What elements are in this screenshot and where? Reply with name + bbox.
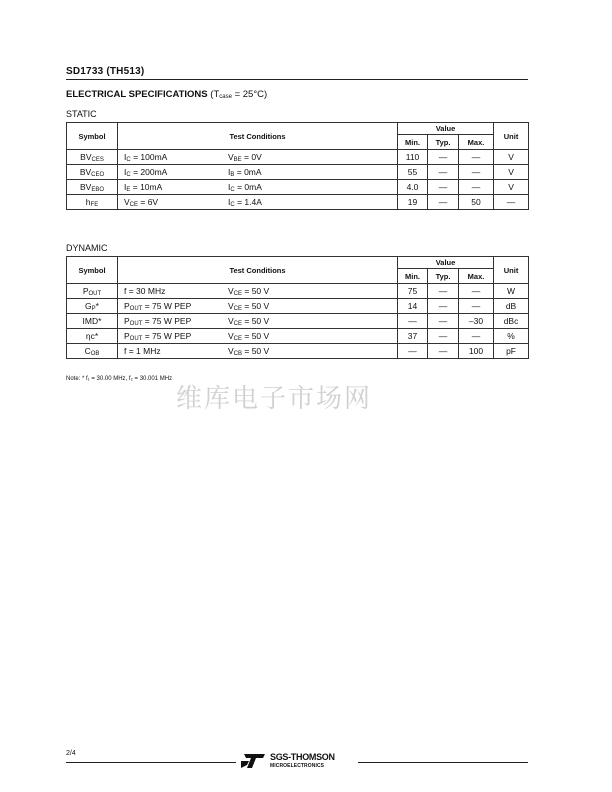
test-conditions-cell xyxy=(118,195,398,210)
condition-2-subscript: BE xyxy=(233,157,242,163)
condition-1 xyxy=(124,167,231,178)
condition-2-symbol: V xyxy=(228,331,234,341)
typ-header: Typ. xyxy=(428,135,459,150)
symbol-cell xyxy=(67,180,118,195)
symbol-subscript: OB xyxy=(90,351,100,357)
condition-1 xyxy=(124,286,228,296)
condition-1-symbol: V xyxy=(124,197,130,207)
condition-2-value: = 50 V xyxy=(242,346,270,356)
table-row xyxy=(67,299,529,314)
condition-2-value: = 0mA xyxy=(234,167,262,177)
unit-header: Unit xyxy=(494,123,529,150)
condition-1-symbol: P xyxy=(124,316,130,326)
condition-1-symbol: P xyxy=(124,301,130,311)
symbol-subscript: OUT xyxy=(88,291,102,297)
typ-cell: — xyxy=(428,299,459,314)
unit-cell: dBc xyxy=(494,314,529,329)
condition-1-subscript: OUT xyxy=(129,321,143,327)
table-row xyxy=(67,314,529,329)
test-conditions-cell xyxy=(118,165,398,180)
min-cell: — xyxy=(398,314,428,329)
symbol-text: G xyxy=(85,301,92,311)
condition-1-subscript: CE xyxy=(129,202,139,208)
table-row xyxy=(67,329,529,344)
condition-1-subscript: OUT xyxy=(129,336,143,342)
unit-cell: % xyxy=(494,329,529,344)
condition-2 xyxy=(228,301,269,311)
symbol-cell xyxy=(67,195,118,210)
condition-2-symbol: I xyxy=(228,167,231,177)
max-cell: — xyxy=(459,180,494,195)
condition-2-value: = 1.4A xyxy=(234,197,262,207)
static-label: STATIC xyxy=(66,109,97,119)
condition-2 xyxy=(228,331,269,341)
footer-rule-left xyxy=(66,762,236,763)
symbol-cell xyxy=(67,299,118,314)
test-conditions-cell xyxy=(118,329,398,344)
condition-2 xyxy=(228,316,269,326)
unit-cell: V xyxy=(494,150,529,165)
unit-cell: V xyxy=(494,180,529,195)
st-logo-icon xyxy=(240,753,266,769)
condition-2-value: = 50 V xyxy=(242,331,270,341)
condition-1-value: = 100mA xyxy=(130,152,168,162)
typ-cell: — xyxy=(428,150,459,165)
min-cell: 4.0 xyxy=(398,180,428,195)
unit-cell: dB xyxy=(494,299,529,314)
condition-1-value: = 75 W PEP xyxy=(142,331,192,341)
condition-2-subscript: CE xyxy=(233,291,243,297)
spec-condition: $(T_{case} = 25^\circ C)$ xyxy=(210,89,268,100)
table-row xyxy=(67,344,529,359)
min-header: Min. xyxy=(398,135,428,150)
condition-2-symbol: I xyxy=(228,182,231,192)
test-conditions-cell xyxy=(118,284,398,299)
condition-2-subscript: CB xyxy=(233,351,243,357)
part-title: SD1733 (TH513) xyxy=(66,66,145,77)
min-cell: 55 xyxy=(398,165,428,180)
condition-2-symbol: I xyxy=(228,197,231,207)
static-table xyxy=(66,122,529,210)
condition-1-value: = 75 W PEP xyxy=(142,301,192,311)
condition-1-subscript: E xyxy=(126,187,131,193)
condition-1 xyxy=(124,331,228,341)
condition-1-subscript: OUT xyxy=(129,306,143,312)
footer-rule-right xyxy=(358,762,528,763)
watermark: 维库电子市场网 xyxy=(176,384,373,414)
unit-header: Unit xyxy=(494,257,529,284)
condition-2-subscript: B xyxy=(230,172,235,178)
condition-2-value: = 50 V xyxy=(242,316,270,326)
condition-2 xyxy=(228,197,262,207)
condition-2-symbol: V xyxy=(228,316,234,326)
condition-1-symbol: f = 1 MHz xyxy=(124,346,161,356)
company-subtitle: MICROELECTRONICS xyxy=(270,763,325,769)
max-cell: 50 xyxy=(459,195,494,210)
table-row xyxy=(67,195,529,210)
condition-2-subscript: C xyxy=(230,187,235,193)
min-cell: 110 xyxy=(398,150,428,165)
header-rule xyxy=(66,79,528,80)
spec-title: ELECTRICAL SPECIFICATIONS xyxy=(66,89,208,100)
table-row xyxy=(67,180,529,195)
condition-2-value: = 0V xyxy=(241,152,262,162)
condition-1-subscript: C xyxy=(126,157,131,163)
condition-1 xyxy=(124,316,228,326)
unit-cell: V xyxy=(494,165,529,180)
condition-2-subscript: CE xyxy=(233,321,243,327)
typ-cell: — xyxy=(428,195,459,210)
condition-2 xyxy=(228,182,262,192)
condition-1-subscript: C xyxy=(126,172,131,178)
symbol-text: P xyxy=(82,286,89,296)
symbol-subscript: CEO xyxy=(91,172,105,178)
condition-1-symbol: I xyxy=(124,152,127,162)
symbol-cell xyxy=(67,284,118,299)
min-cell: 14 xyxy=(398,299,428,314)
condition-2-symbol: V xyxy=(228,152,234,162)
condition-1-value: = 200mA xyxy=(130,167,168,177)
symbol-header: Symbol xyxy=(67,257,118,284)
max-cell: — xyxy=(459,150,494,165)
condition-2-symbol: V xyxy=(228,286,234,296)
test-conditions-cell xyxy=(118,314,398,329)
max-cell: –30 xyxy=(459,314,494,329)
condition-2-symbol: V xyxy=(228,301,234,311)
symbol-header: Symbol xyxy=(67,123,118,150)
condition-1-symbol: I xyxy=(124,167,127,177)
condition-2-value: = 0mA xyxy=(234,182,262,192)
value-header: Value xyxy=(398,257,494,269)
condition-2-value: = 50 V xyxy=(242,301,270,311)
max-cell: — xyxy=(459,299,494,314)
test-conditions-cell xyxy=(118,150,398,165)
value-header: Value xyxy=(398,123,494,135)
symbol-text: C xyxy=(84,346,91,356)
typ-header: Typ. xyxy=(428,269,459,284)
condition-1-value: = 10mA xyxy=(130,182,163,192)
test-conditions-cell xyxy=(118,344,398,359)
symbol-text: BV xyxy=(79,167,92,177)
test-conditions-cell xyxy=(118,299,398,314)
section-title xyxy=(66,89,267,100)
typ-cell: — xyxy=(428,284,459,299)
condition-1 xyxy=(124,182,231,193)
condition-2-subscript: CE xyxy=(233,336,243,342)
max-cell: 100 xyxy=(459,344,494,359)
condition-2-subscript: C xyxy=(230,202,235,208)
condition-1 xyxy=(124,197,231,208)
symbol-subscript: FE xyxy=(90,202,99,208)
table-row xyxy=(67,165,529,180)
condition-1-symbol: P xyxy=(124,331,130,341)
symbol-cell xyxy=(67,344,118,359)
condition-2-value: = 50 V xyxy=(242,286,270,296)
test-conditions-cell xyxy=(118,180,398,195)
min-header: Min. xyxy=(398,269,428,284)
typ-cell: — xyxy=(428,165,459,180)
condition-2 xyxy=(228,167,262,177)
condition-1 xyxy=(124,346,228,356)
max-cell: — xyxy=(459,329,494,344)
symbol-cell xyxy=(67,314,118,329)
symbol-cell xyxy=(67,329,118,344)
page-number: 2/4 xyxy=(66,750,76,757)
symbol-text: ηc* xyxy=(85,331,99,341)
max-cell: — xyxy=(459,165,494,180)
condition-2 xyxy=(228,346,269,356)
symbol-text: BV xyxy=(80,152,92,162)
condition-2-subscript: CE xyxy=(233,306,243,312)
test-conditions-header: Test Conditions xyxy=(118,123,398,150)
symbol-cell xyxy=(67,165,118,180)
dynamic-table xyxy=(66,256,529,359)
min-cell: 19 xyxy=(398,195,428,210)
typ-cell: — xyxy=(428,344,459,359)
unit-cell: W xyxy=(494,284,529,299)
min-cell: 37 xyxy=(398,329,428,344)
max-cell: — xyxy=(459,284,494,299)
dynamic-label: DYNAMIC xyxy=(66,243,108,253)
max-header: Max. xyxy=(459,269,494,284)
test-conditions-header: Test Conditions xyxy=(118,257,398,284)
symbol-subscript: CES xyxy=(91,157,104,163)
symbol-text: h xyxy=(85,197,91,207)
condition-1 xyxy=(124,301,228,311)
symbol-cell xyxy=(67,150,118,165)
unit-cell: — xyxy=(494,195,529,210)
symbol-subscript: P xyxy=(91,306,96,312)
condition-1-symbol: I xyxy=(124,182,127,192)
table-row xyxy=(67,150,529,165)
condition-1-value: = 75 W PEP xyxy=(142,316,192,326)
symbol-suffix: * xyxy=(95,301,99,311)
table-row xyxy=(67,284,529,299)
min-cell: 75 xyxy=(398,284,428,299)
condition-1-value: = 6V xyxy=(138,197,159,207)
condition-1-symbol: f = 30 MHz xyxy=(124,286,166,296)
condition-2 xyxy=(228,286,269,296)
min-cell: — xyxy=(398,344,428,359)
typ-cell: — xyxy=(428,314,459,329)
symbol-text: IMD* xyxy=(82,316,102,326)
condition-1 xyxy=(124,152,228,162)
typ-cell: — xyxy=(428,180,459,195)
condition-2-symbol: V xyxy=(228,346,234,356)
symbol-subscript: EBO xyxy=(91,187,104,193)
company-name: SGS-THOMSON xyxy=(270,752,335,762)
symbol-text: BV xyxy=(79,182,92,192)
max-header: Max. xyxy=(459,135,494,150)
unit-cell: pF xyxy=(494,344,529,359)
typ-cell: — xyxy=(428,329,459,344)
condition-2 xyxy=(228,152,262,162)
footnote: Note: * f₁ = 30.00 MHz, f₂ = 30.001 MHz xyxy=(66,376,173,382)
